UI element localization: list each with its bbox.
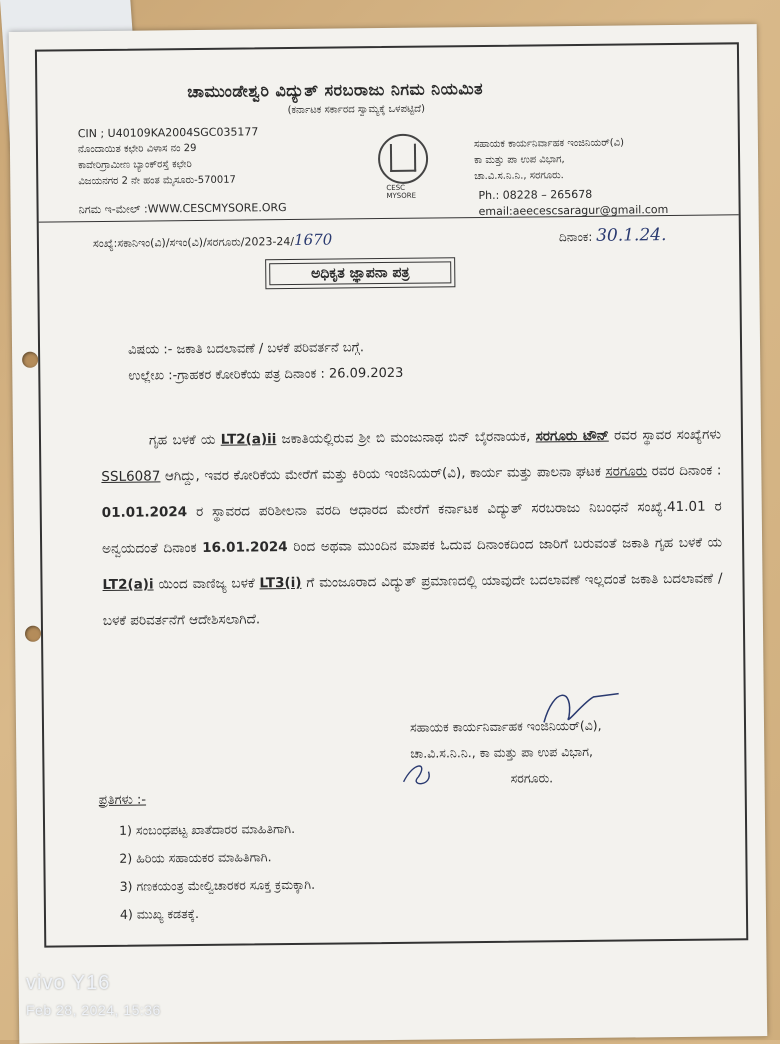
reference-number <box>93 231 333 252</box>
handwritten-number: 1670 <box>293 230 333 249</box>
office-location: ಚಾ.ವಿ.ಸ.ನಿ.ನಿ., ಸರಗೂರು. <box>474 170 564 183</box>
installation-number: SSL6087 <box>101 468 161 485</box>
document-title-box <box>265 257 455 289</box>
cin-number: CIN ; U40109KA2004SGC035177 <box>77 125 259 141</box>
inspection-date: 01.01.2024 <box>101 504 188 521</box>
signatory-division: ಚಾ.ವಿ.ಸ.ನಿ.ನಿ., ಕಾ ಮತ್ತು ಪಾ ಉಪ ವಿಭಾಗ, <box>410 743 593 761</box>
signatory-location: ಸರಗೂರು. <box>510 770 554 786</box>
place-name: ಸರಗೂರು <box>605 463 648 480</box>
copy-item: 4) ಮುಖ್ಯ ಕಡತಕ್ಕೆ. <box>119 906 200 922</box>
subject-line: ವಿಷಯ :- ಜಕಾತಿ ಬದಲಾವಣೆ / ಬಳಕೆ ಪರಿವರ್ತನೆ ಬಗ್ಗೆ. <box>127 340 365 358</box>
punch-hole <box>25 626 41 642</box>
cesc-logo-icon <box>378 134 429 200</box>
registered-office: ನೊಂದಾಯಿತ ಕಛೇರಿ ವಿಳಾಸ ನಂ 29 <box>77 142 197 156</box>
copy-item: 1) ಸಂಬಂಧಪಟ್ಟ ಖಾತೆದಾರರ ಮಾಹಿತಿಗಾಗಿ. <box>119 820 296 838</box>
body-paragraph: ಗೃಹ ಬಳಕೆ ಯ LT2(a)ii ಜಕಾತಿಯಲ್ಲಿರುವ ಶ್ರೀ ಬಿ ಮಂಜುನಾಥ ಬಿನ್ ಬೈರನಾಯಕ, ಸರಗೂರು ಟೌನ್ ರವರ ಸ್ಥಾವರ ಸಂಖ್ಯೆಗಳು SSL6087 ಆಗಿದ್ದು, ಇವರ ಕೋರಿಕೆಯ ಮೇರೆಗೆ ಮತ್ತು ಕಿರಿಯ ಇಂಜಿನಿಯರ್(ವಿ), ಕಾರ್ಯ ಮತ್ತು ಪಾಲನಾ ಘಟಕ ಸರಗೂರು ರವರ ದಿನಾಂಕ : 01.01.2024 ರ ಸ್ಥಾವರದ ಪರಿಶೀಲನಾ ವರದಿ ಆಧಾರದ ಮೇರೆಗೆ ಕರ್ನಾಟಕ ವಿದ್ಯುತ್ ಸರಬರಾಜು ನಿಬಂಧನೆ ಸಂಖ್ಯೆ.41.01 ರ ಅನ್ವಯದಂತೆ ದಿನಾಂಕ 16.01.2024 ರಿಂದ ಅಥವಾ ಮುಂದಿನ ಮಾಪಕ ಓದುವ ದಿನಾಂಕದಿಂದ ಜಾರಿಗೆ ಬರುವಂತೆ ಜಕಾತಿ ಗೃಹ ಬಳಕೆ ಯ LT2(a)i ಯಿಂದ ವಾಣಿಜ್ಯ ಬಳಕೆ LT3(i) ಗೆ ಮಂಜೂರಾದ ವಿದ್ಯುತ್ ಪ್ರಮಾಣದಲ್ಲಿ ಯಾವುದೇ ಬದಲಾವಣೆ ಇಲ್ಲದಂತೆ ಜಕಾತಿ ಬದಲಾವಣೆ / ಬಳಕೆ ಪರಿವರ್ತನೆಗೆ ಆದೇಶಿಸಲಾಗಿದೆ. <box>101 426 723 629</box>
document-title: ಅಧಿಕೃತ ಜ್ಞಾಪನಾ ಪತ್ರ <box>310 264 410 282</box>
office-designation: ಸಹಾಯಕ ಕಾರ್ಯನಿರ್ವಾಹಕ ಇಂಜಿನಿಯರ್(ವಿ) <box>473 137 625 151</box>
punch-hole <box>22 352 38 368</box>
copy-item: 2) ಹಿರಿಯ ಸಹಾಯಕರ ಮಾಹಿತಿಗಾಗಿ. <box>119 849 272 866</box>
office-phone: Ph.: 08228 – 265678 <box>478 187 593 203</box>
place-name: ಸರಗೂರು ಟೌನ್ <box>535 427 609 445</box>
company-subtitle: (ಕರ್ನಾಟಕ ಸರ್ಕಾರದ ಸ್ವಾಮ್ಯಕ್ಕೆ ಒಳಪಟ್ಟಿದೆ) <box>287 103 426 117</box>
tariff-code: LT2(a)ii <box>220 431 277 448</box>
camera-watermark-timestamp: Feb 28, 2024, 15:36 <box>26 1002 161 1018</box>
company-title: ಚಾಮುಂಡೇಶ್ವರಿ ವಿದ್ಯುತ್ ಸರಬರಾಜು ನಿಗಮ ನಿಯಮಿತ <box>187 78 484 102</box>
copy-item: 3) ಗಣಕಯಂತ್ರ ಮೇಲ್ವಿಚಾರಕರ ಸೂಕ್ತ ಕ್ರಮಕ್ಕಾಗಿ. <box>119 876 316 894</box>
office-email: email:aeecescsaragur@gmail.com <box>478 203 669 219</box>
company-website: ನಿಗಮ ಇ-ಮೇಲ್ :WWW.CESCMYSORE.ORG <box>78 201 287 217</box>
signatory-designation: ಸಹಾಯಕ ಕಾರ್ಯನಿರ್ವಾಹಕ ಇಂಜಿನಿಯರ್(ವಿ), <box>409 717 602 735</box>
document-border <box>35 42 748 947</box>
handwritten-date: 30.1.24. <box>596 225 667 246</box>
logo-label: CESC MYSORE <box>386 183 417 200</box>
letter-date <box>559 225 667 246</box>
office-division: ಕಾ ಮತ್ತು ಪಾ ಉಪ ವಿಭಾಗ, <box>474 154 565 167</box>
address-line-1: ಕಾವೇರಿಗ್ರಾಮೀಣ ಬ್ಯಾಂಕ್‌ರಸ್ತೆ ಕಛೇರಿ <box>78 159 192 172</box>
reference-line: ಉಲ್ಲೇಖ :-ಗ್ರಾಹಕರ ಕೋರಿಕೆಯ ಪತ್ರ ದಿನಾಂಕ : 26.09.2023 <box>128 365 404 384</box>
tariff-code: LT2(a)i <box>102 576 154 593</box>
reference-number-text: ಸಂಖ್ಯೆ:ಸಕಾನಿಇಂ(ವಿ)/ಸಇಂ(ವಿ)/ಸರಗೂರು/2023-24/ <box>92 234 295 251</box>
effective-date: 16.01.2024 <box>202 539 288 556</box>
camera-watermark-device: vivo Y16 <box>26 972 111 994</box>
copies-heading: ಪ್ರತಿಗಳು :- <box>98 792 147 809</box>
address-line-2: ವಿಜಯನಗರ 2 ನೇ ಹಂತ ಮೈಸೂರು-570017 <box>78 174 236 188</box>
document-page <box>9 24 768 1044</box>
date-label: ದಿನಾಂಕ: <box>558 229 593 245</box>
tariff-code: LT3(i) <box>259 574 302 592</box>
